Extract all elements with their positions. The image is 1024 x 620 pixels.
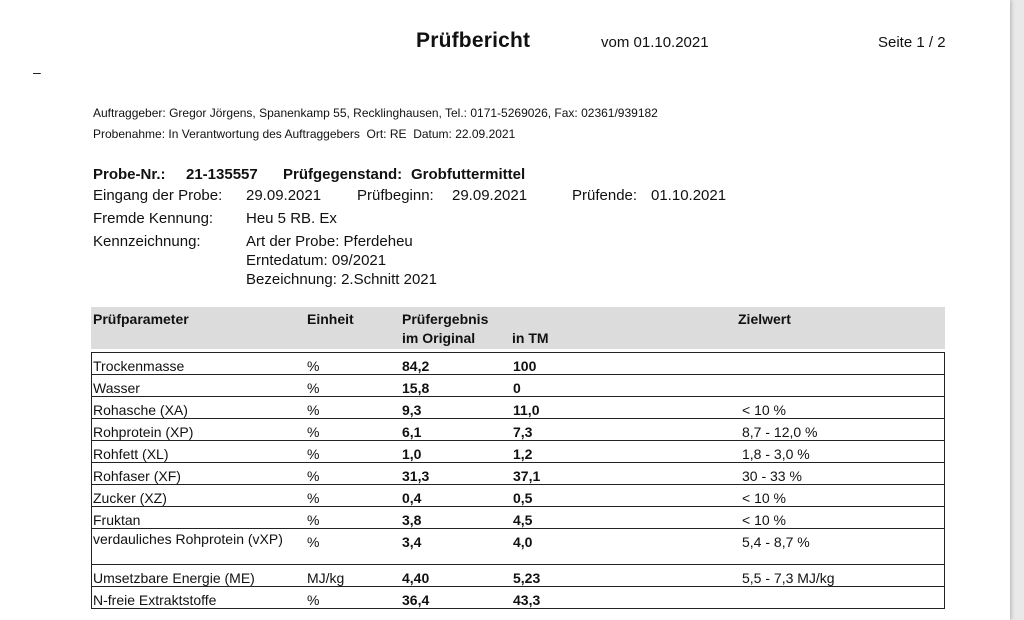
cell-zielwert: 1,8 - 3,0 % (742, 446, 810, 462)
cell-zielwert: 5,4 - 8,7 % (742, 534, 810, 550)
kennzeichnung-label: Kennzeichnung: (93, 233, 201, 250)
fremde-kennung-value: Heu 5 RB. Ex (246, 210, 337, 227)
eingang-label: Eingang der Probe: (93, 187, 223, 204)
cell-parameter: Rohfaser (XF) (93, 468, 181, 484)
col-header-ergebnis: Prüfergebnis (402, 311, 489, 327)
cell-original: 3,4 (402, 534, 422, 550)
cell-unit: % (307, 490, 320, 506)
probe-nr-value: 21-135557 (186, 166, 258, 183)
probe-nr-label: Probe-Nr.: (93, 166, 166, 183)
cell-unit: % (307, 424, 320, 440)
table-row (92, 463, 944, 485)
table-row (92, 397, 944, 419)
cell-tm: 0,5 (513, 490, 533, 506)
cell-original: 31,3 (402, 468, 430, 484)
cell-parameter: N-freie Extraktstoffe (93, 592, 217, 608)
table-row (92, 587, 944, 609)
cell-tm: 5,23 (513, 570, 541, 586)
table-row (92, 485, 944, 507)
cell-zielwert: < 10 % (742, 490, 786, 506)
cell-tm: 43,3 (513, 592, 541, 608)
cell-tm: 4,5 (513, 512, 533, 528)
cell-parameter: Wasser (93, 380, 140, 396)
pruefbeginn-label: Prüfbeginn: (357, 187, 434, 204)
cell-original: 6,1 (402, 424, 422, 440)
fremde-kennung-label: Fremde Kennung: (93, 210, 214, 227)
cell-parameter: Rohfett (XL) (93, 446, 169, 462)
cell-unit: % (307, 358, 320, 374)
cell-zielwert: 8,7 - 12,0 % (742, 424, 818, 440)
pruefgegenstand-value: Grobfuttermittel (411, 166, 526, 183)
cell-parameter: Zucker (XZ) (93, 490, 167, 506)
cell-unit: % (307, 380, 320, 396)
results-table (91, 352, 945, 609)
cell-tm: 7,3 (513, 424, 533, 440)
pruefende-value: 01.10.2021 (651, 187, 727, 204)
pruefbeginn-value: 29.09.2021 (452, 187, 528, 204)
table-row (92, 353, 944, 375)
probenahme-value: In Verantwortung des Auftraggebers Ort: RE Datum: 22.09.2021 (168, 127, 516, 141)
cell-parameter: Rohasche (XA) (93, 402, 188, 418)
table-row (92, 507, 944, 529)
cell-zielwert: < 10 % (742, 402, 786, 418)
cell-tm: 100 (513, 358, 537, 374)
report-title: Prüfbericht (416, 29, 531, 52)
probenahme-line (93, 127, 515, 141)
probenahme-label: Probenahme: (93, 127, 166, 141)
col-header-einheit: Einheit (307, 311, 354, 327)
cell-zielwert: 30 - 33 % (742, 468, 802, 484)
cell-unit: MJ/kg (307, 570, 345, 586)
cell-unit: % (307, 512, 320, 528)
cell-original: 3,8 (402, 512, 422, 528)
cell-tm: 4,0 (513, 534, 533, 550)
pruefgegenstand-label: Prüfgegenstand: (283, 166, 403, 183)
table-row (92, 419, 944, 441)
cell-original: 36,4 (402, 592, 430, 608)
cell-parameter: Umsetzbare Energie (ME) (93, 570, 255, 586)
cell-zielwert: 5,5 - 7,3 MJ/kg (742, 570, 835, 586)
auftraggeber-value: Gregor Jörgens, Spanenkamp 55, Recklinghausen, Tel.: 0171-5269026, Fax: 02361/939182 (169, 106, 658, 120)
cell-unit: % (307, 592, 320, 608)
cell-parameter: Fruktan (93, 512, 141, 528)
cell-unit: % (307, 446, 320, 462)
cell-tm: 37,1 (513, 468, 541, 484)
erntedatum: Erntedatum: 09/2021 (246, 252, 387, 269)
cell-original: 1,0 (402, 446, 422, 462)
table-row (92, 529, 944, 565)
cell-unit: % (307, 468, 320, 484)
col-header-zielwert: Zielwert (738, 311, 791, 327)
eingang-value: 29.09.2021 (246, 187, 322, 204)
cell-original: 15,8 (402, 380, 430, 396)
col-header-tm: in TM (512, 330, 549, 346)
cell-tm: 0 (513, 380, 521, 396)
table-row (92, 441, 944, 463)
col-header-original: im Original (402, 330, 476, 346)
pruefende-label: Prüfende: (572, 187, 638, 204)
cell-zielwert: < 10 % (742, 512, 786, 528)
cell-original: 4,40 (402, 570, 430, 586)
cell-original: 84,2 (402, 358, 430, 374)
cell-original: 0,4 (402, 490, 422, 506)
cell-unit: % (307, 402, 320, 418)
cell-tm: 1,2 (513, 446, 533, 462)
table-row (92, 375, 944, 397)
col-header-parameter: Prüfparameter (93, 311, 189, 327)
dash-mark: – (33, 64, 41, 80)
auftraggeber-label: Auftraggeber: (93, 106, 166, 120)
cell-parameter: verdauliches Rohprotein (vXP) (93, 531, 283, 547)
page-number: Seite 1 / 2 (878, 34, 946, 51)
cell-tm: 11,0 (513, 402, 540, 418)
table-row (92, 565, 944, 587)
report-date: vom 01.10.2021 (601, 34, 709, 51)
auftraggeber-line (93, 106, 658, 120)
cell-original: 9,3 (402, 402, 422, 418)
cell-parameter: Rohprotein (XP) (93, 424, 194, 440)
bezeichnung: Bezeichnung: 2.Schnitt 2021 (246, 271, 437, 288)
cell-parameter: Trockenmasse (93, 358, 185, 374)
cell-unit: % (307, 534, 320, 550)
art-der-probe: Art der Probe: Pferdeheu (246, 233, 413, 250)
